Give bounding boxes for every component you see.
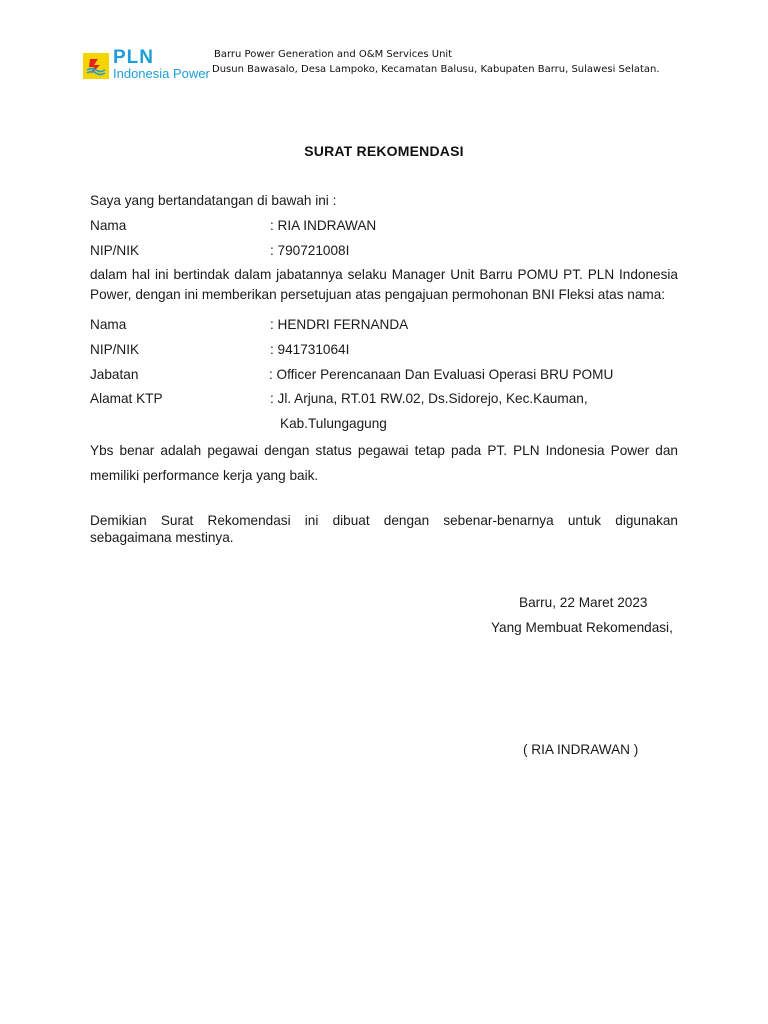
employee-row-address [90,389,690,409]
field-value: Kab.Tulungagung [280,416,387,431]
field-label: NIP/NIK [90,342,140,357]
letterhead [83,44,703,84]
employee-row-position [90,365,690,385]
status-paragraph: Ybs benar adalah pegawai dengan status pegawai tetap pada PT. PLN Indonesia Power dan memiliki performance kerja yang baik. [90,443,678,483]
employee-row-name [90,315,690,335]
signer-row-name [90,216,690,236]
signer-row-nip [90,241,690,261]
field-value: : RIA INDRAWAN [270,218,377,233]
pln-logo [83,48,211,82]
signature-name: ( RIA INDRAWAN ) [523,742,639,757]
field-value: : 941731064I [270,342,350,357]
field-label: Nama [90,218,127,233]
employee-address-continuation [90,414,690,434]
employee-row-nip [90,340,690,360]
place-date: Barru, 22 Maret 2023 [519,595,648,610]
statement-paragraph: dalam hal ini bertindak dalam jabatannya selaku Manager Unit Barru POMU PT. PLN Indonesia Power, dengan ini memberikan persetujuan atas pengajuan permohonan BNI Fleksi atas nama: [90,267,678,302]
signer-role: Yang Membuat Rekomendasi, [491,620,673,635]
field-label: Jabatan [90,367,139,382]
logo-subtitle: Indonesia Power [113,66,210,81]
field-label: Nama [90,317,127,332]
unit-name: Barru Power Generation and O&M Services Unit [214,49,453,60]
field-value: : HENDRI FERNANDA [270,317,409,332]
field-value: : Officer Perencanaan Dan Evaluasi Operasi BRU POMU [269,367,614,382]
intro-text: Saya yang bertandatangan di bawah ini : [90,193,337,208]
field-label: NIP/NIK [90,243,140,258]
field-label: Alamat KTP [90,391,163,406]
logo-title: PLN [113,47,154,68]
pln-lightning-icon [83,53,109,79]
letter-title: SURAT REKOMENDASI [304,143,464,159]
letterhead-text [212,47,660,77]
closing-paragraph: Demikian Surat Rekomendasi ini dibuat dengan sebenar-benarnya untuk digunakan sebagaimana mestinya. [90,513,678,545]
field-value: : 790721008I [270,243,350,258]
field-value: : Jl. Arjuna, RT.01 RW.02, Ds.Sidorejo, Kec.Kauman, [270,391,588,406]
unit-address: Dusun Bawasalo, Desa Lampoko, Kecamatan Balusu, Kabupaten Barru, Sulawesi Selatan. [212,64,660,75]
